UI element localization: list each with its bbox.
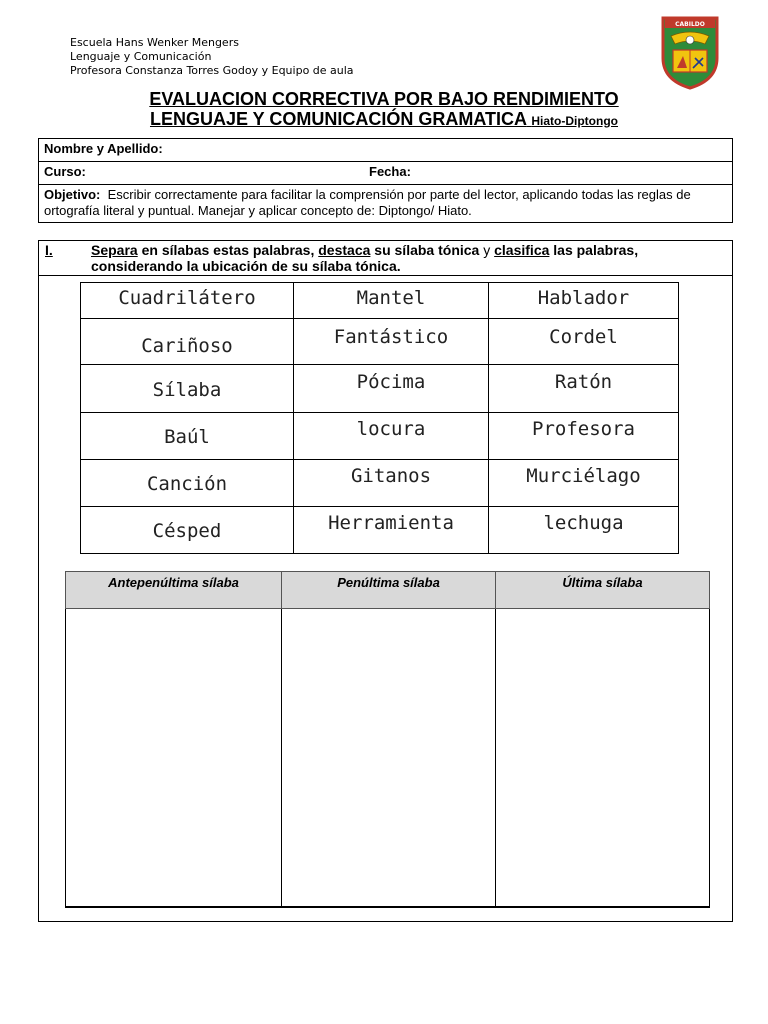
word-text: Cuadrilátero	[118, 286, 256, 309]
word-cell	[489, 460, 679, 507]
svg-text:CABILDO: CABILDO	[675, 21, 705, 28]
table-row	[81, 283, 679, 319]
header-antepenultima: Antepenúltima sílaba	[66, 572, 282, 609]
word-text: Ratón	[554, 370, 613, 393]
word-text: Cordel	[549, 325, 618, 348]
table-row	[81, 365, 679, 413]
exercise-section-1	[38, 240, 733, 922]
student-info-box	[38, 138, 733, 223]
name-row[interactable]	[39, 139, 732, 162]
word-text: Herramienta	[328, 512, 454, 534]
word-text: Sílaba	[152, 378, 222, 401]
classification-header-row	[66, 572, 710, 609]
word-text: lechuga	[543, 512, 624, 534]
word-cell	[81, 283, 294, 319]
word-text: Mantel	[356, 286, 426, 309]
instruction-part: su sílaba tónica	[370, 242, 484, 258]
course-date-row[interactable]	[39, 162, 732, 185]
word-cell	[81, 460, 294, 507]
word-text: Canción	[146, 473, 228, 495]
word-cell	[81, 507, 294, 554]
instruction-keyword-separa: Separa	[91, 242, 138, 258]
word-cell	[294, 460, 489, 507]
word-table	[80, 282, 679, 554]
answer-cell-antepenultima[interactable]	[66, 609, 282, 908]
document-subtitle	[0, 109, 768, 130]
table-row	[81, 460, 679, 507]
instruction-part: en sílabas estas palabras,	[137, 242, 319, 258]
word-cell	[489, 283, 679, 319]
word-cell	[294, 507, 489, 554]
word-cell	[294, 283, 489, 319]
header-ultima: Última sílaba	[496, 572, 710, 609]
name-label: Nombre y Apellido:	[44, 141, 163, 156]
word-text: locura	[356, 418, 426, 440]
word-text: Hablador	[537, 286, 630, 309]
instruction-part: las palabras, considerando la ubicación de su sílaba tónica.	[91, 242, 639, 274]
instruction-part: y	[483, 242, 491, 258]
school-header	[70, 36, 354, 78]
word-text: Baúl	[164, 426, 210, 448]
document-title: EVALUACION CORRECTIVA POR BAJO RENDIMIENTO	[149, 89, 619, 109]
word-text: Cariñoso	[141, 334, 233, 357]
subtitle-topic: Hiato-Diptongo	[531, 114, 619, 128]
subtitle-main: LENGUAJE Y COMUNICACIÓN GRAMATICA	[149, 109, 527, 129]
instruction-text	[91, 242, 721, 274]
answer-cell-penultima[interactable]	[282, 609, 496, 908]
teacher-name: Profesora Constanza Torres Godoy y Equipo de aula	[70, 64, 354, 77]
word-cell	[489, 319, 679, 365]
objective-row	[39, 185, 732, 222]
header-penultima: Penúltima sílaba	[282, 572, 496, 609]
course-label: Curso:	[44, 164, 86, 179]
table-row	[81, 413, 679, 460]
word-cell	[294, 413, 489, 460]
word-text: Pócima	[356, 370, 426, 393]
word-text: Murciélago	[526, 465, 641, 487]
exercise-number: I.	[45, 242, 53, 258]
objective-label: Objetivo:	[44, 187, 101, 202]
exercise-instructions	[39, 241, 732, 276]
word-cell	[81, 319, 294, 365]
word-cell	[294, 365, 489, 413]
table-row	[81, 507, 679, 554]
word-text: Gitanos	[350, 465, 432, 487]
word-cell	[294, 319, 489, 365]
answer-cell-ultima[interactable]	[496, 609, 710, 908]
instruction-keyword-destaca: destaca	[318, 242, 371, 258]
classification-table	[65, 571, 710, 908]
school-crest-logo	[659, 14, 721, 90]
instruction-keyword-clasifica: clasifica	[494, 242, 550, 258]
word-text: Césped	[152, 520, 222, 542]
word-text: Profesora	[532, 418, 635, 440]
word-cell	[81, 365, 294, 413]
word-cell	[489, 365, 679, 413]
classification-answer-row	[66, 609, 710, 908]
objective-text: Escribir correctamente para facilitar la comprensión por parte del lector, aplicando todas las reglas de ortografía literal y puntual. Manejar y aplicar concepto de: Diptongo/ Hiato.	[44, 187, 691, 218]
word-text: Fantástico	[333, 325, 449, 348]
word-cell	[489, 413, 679, 460]
date-label: Fecha:	[369, 164, 411, 179]
word-cell	[489, 507, 679, 554]
word-cell	[81, 413, 294, 460]
table-row	[81, 319, 679, 365]
subject-name: Lenguaje y Comunicación	[70, 50, 212, 63]
school-name: Escuela Hans Wenker Mengers	[70, 36, 239, 49]
